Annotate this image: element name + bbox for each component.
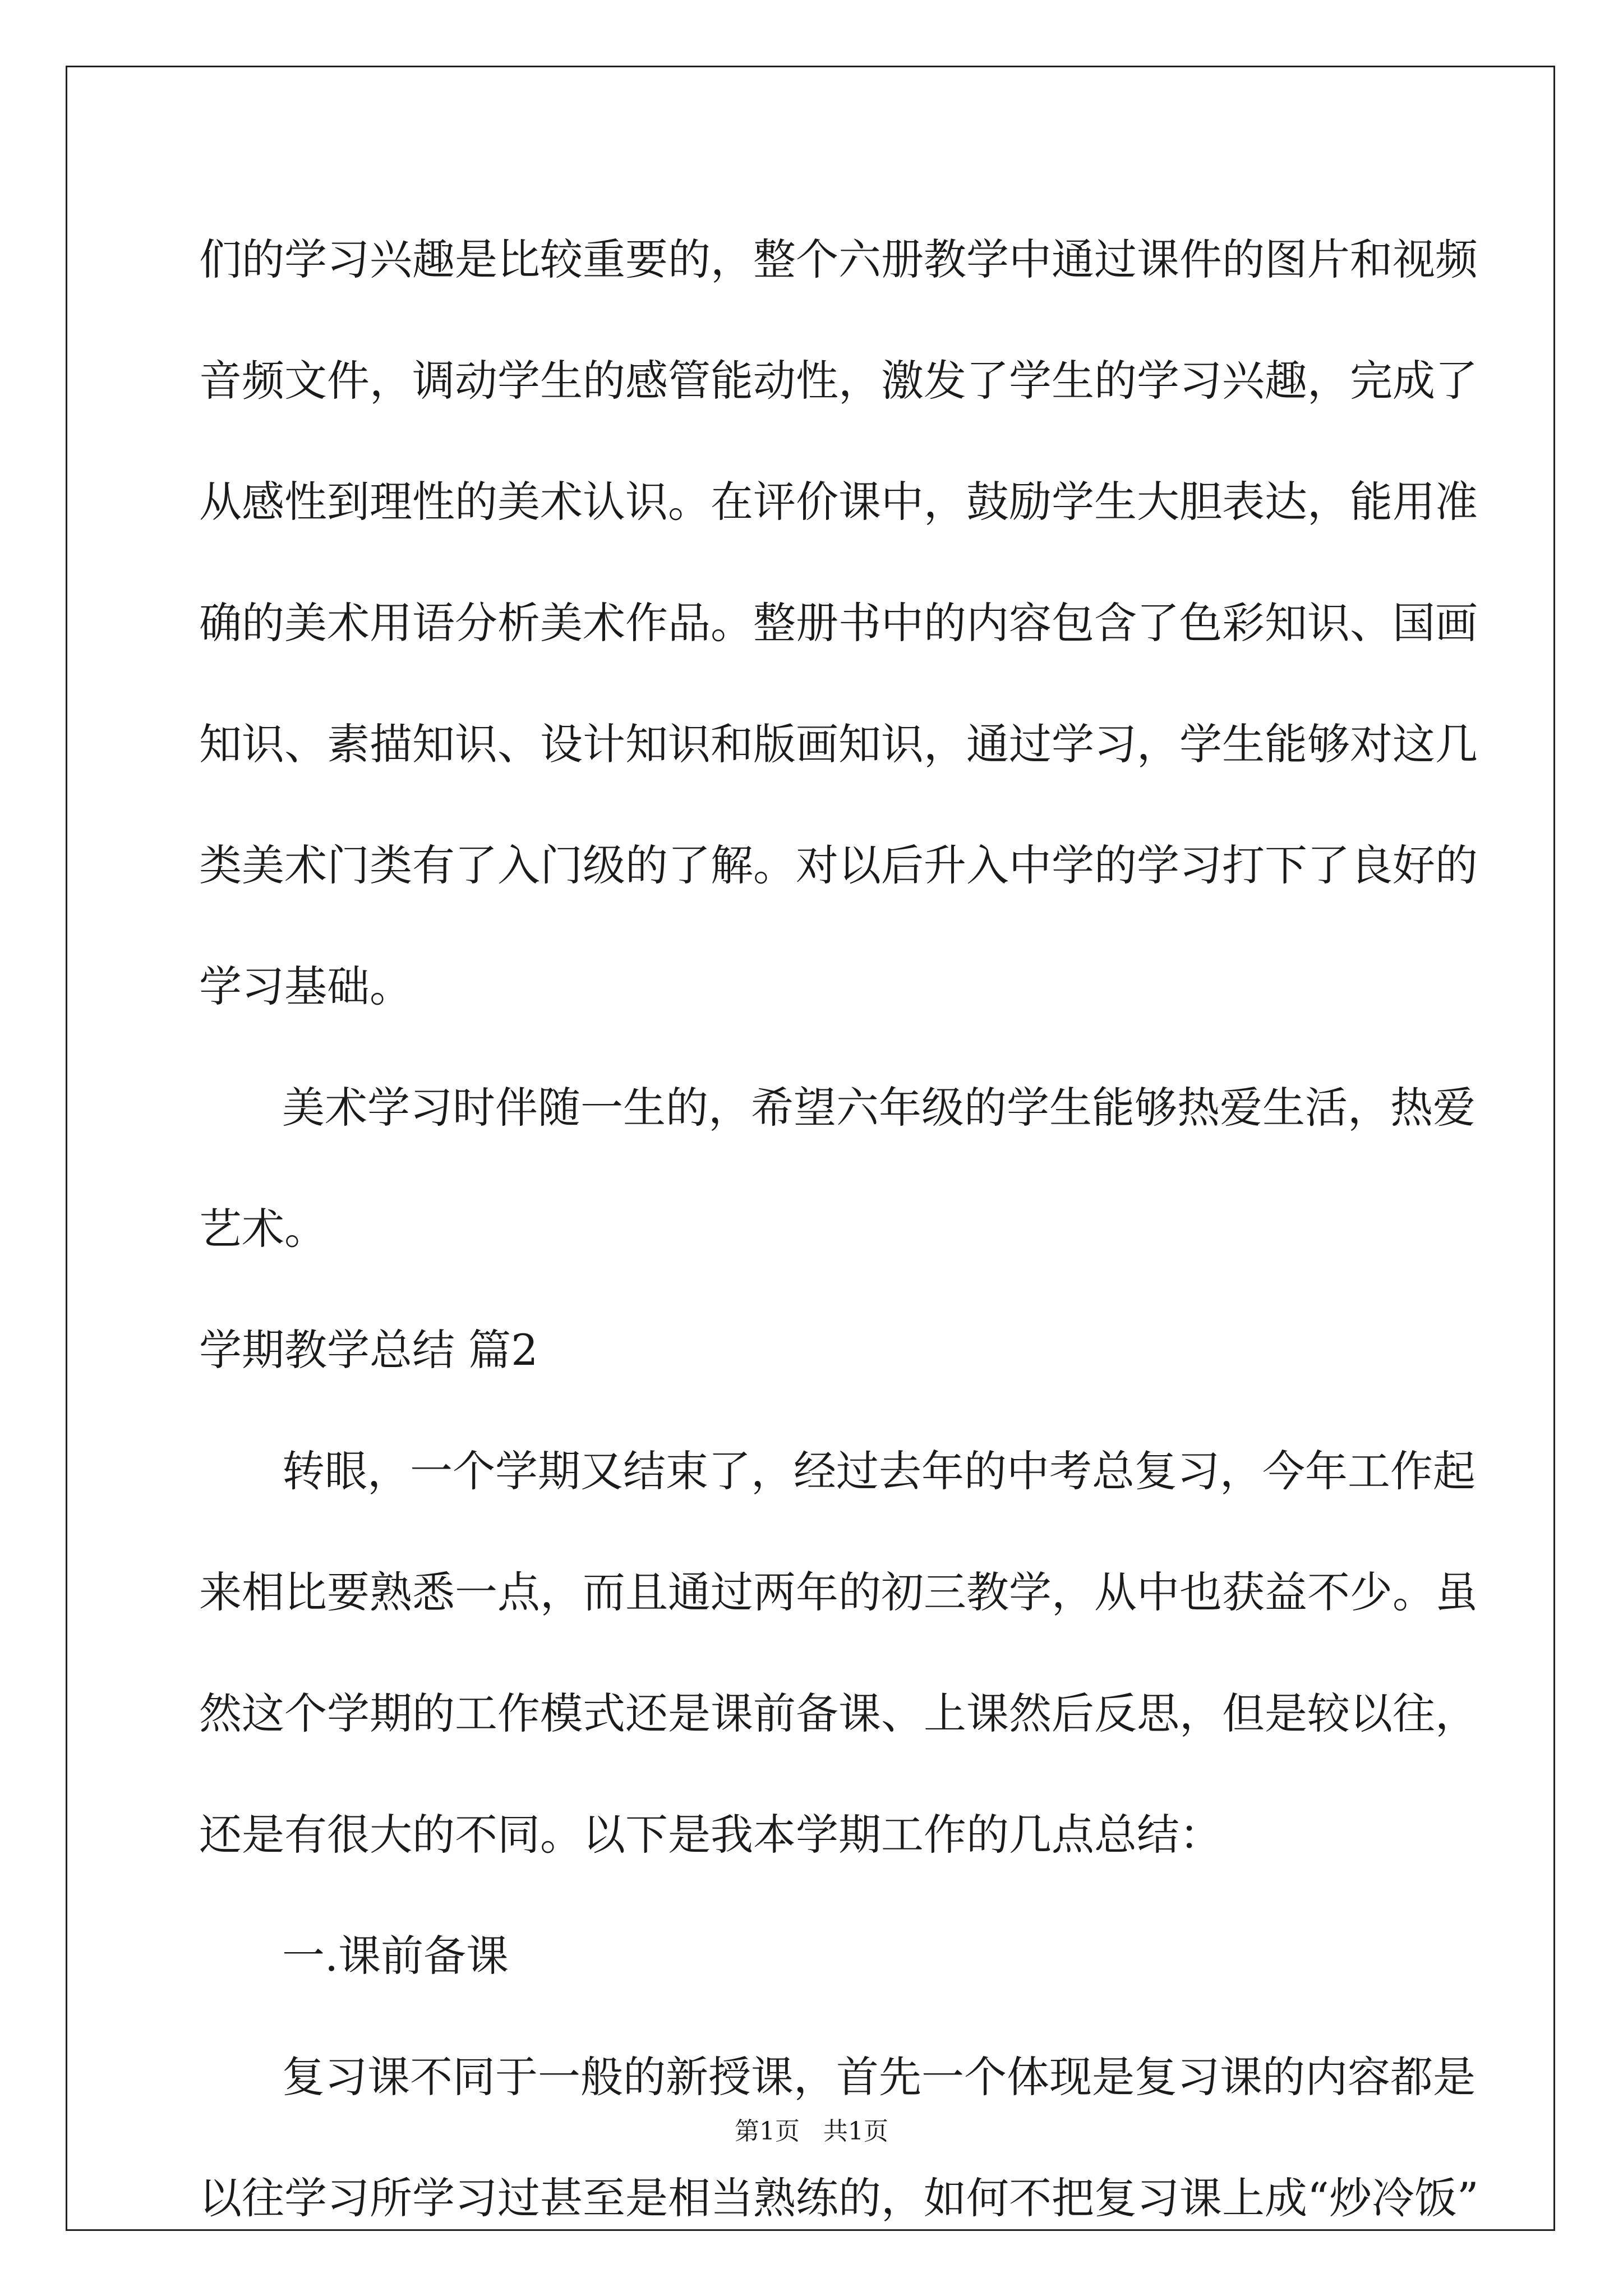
paragraph-line: 美术学习时伴随一生的，希望六年级的学生能够热爱生活，热爱 — [282, 1083, 1476, 1133]
paragraph-line: 类美术门类有了入门级的了解。对以后升入中学的学习打下了良好的 — [199, 840, 1478, 890]
paragraph-line: 确的美术用语分析美术作品。整册书中的内容包含了色彩知识、国画 — [199, 598, 1478, 648]
section-heading: 学期教学总结 篇2 — [199, 1325, 538, 1375]
paragraph-line: 复习课不同于一般的新授课，首先一个体现是复习课的内容都是 — [282, 2052, 1476, 2102]
page-number-footer: 第1页 共1页 — [735, 2117, 888, 2146]
paragraph-line: 们的学习兴趣是比较重要的，整个六册教学中通过课件的图片和视频 — [199, 234, 1478, 284]
paragraph-line: 从感性到理性的美术认识。在评价课中，鼓励学生大胆表达，能用准 — [199, 477, 1478, 527]
paragraph-line: 以往学习所学习过甚至是相当熟练的，如何不把复习课上成“炒冷饭” — [199, 2173, 1479, 2223]
paragraph-line: 来相比要熟悉一点，而且通过两年的初三教学，从中也获益不少。虽 — [199, 1567, 1478, 1617]
paragraph-line: 转眼，一个学期又结束了，经过去年的中考总复习，今年工作起 — [282, 1446, 1476, 1496]
paragraph-line: 学习基础。 — [199, 961, 412, 1011]
paragraph-line: 知识、素描知识、设计知识和版画知识，通过学习，学生能够对这几 — [199, 719, 1478, 769]
paragraph-line: 然这个学期的工作模式还是课前备课、上课然后反思，但是较以往， — [199, 1688, 1478, 1738]
paragraph-line: 还是有很大的不同。以下是我本学期工作的几点总结： — [199, 1810, 1222, 1860]
document-body — [199, 199, 1479, 2259]
paragraph-line: 音频文件，调动学生的感管能动性，激发了学生的学习兴趣，完成了 — [199, 356, 1478, 406]
paragraph-line: 艺术。 — [199, 1204, 327, 1254]
subsection-heading: 一.课前备课 — [282, 1931, 509, 1981]
